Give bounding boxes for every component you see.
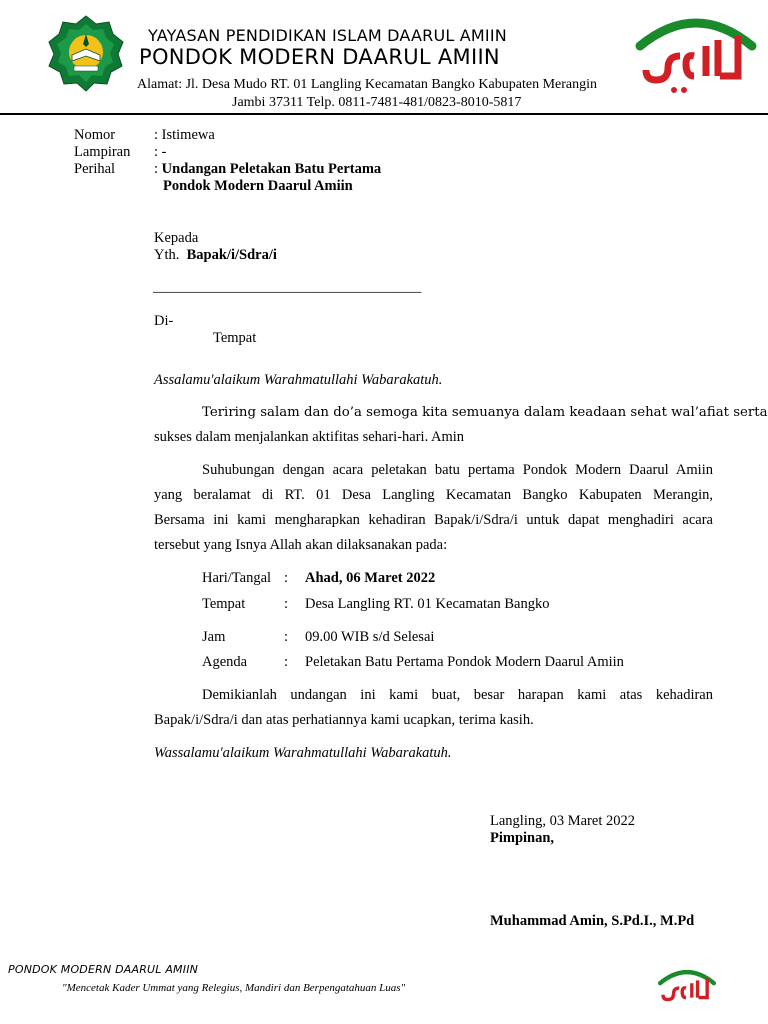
detail-value-agenda: Peletakan Batu Pertama Pondok Modern Daarul Amiin xyxy=(305,654,624,670)
paragraph-2-line-4: tersebut yang Isnya Allah akan dilaksanakan pada: xyxy=(154,537,448,553)
recipient-line xyxy=(154,247,277,264)
recipient-blank-line: _____________________________________ xyxy=(153,279,422,295)
perihal-line-2: Pondok Modern Daarul Amiin xyxy=(163,178,353,194)
detail-value-place: Desa Langling RT. 01 Kecamatan Bangko xyxy=(305,596,550,612)
detail-value-date: Ahad, 06 Maret 2022 xyxy=(305,570,436,586)
paragraph-2-line-2: yang beralamat di RT. 01 Desa Langling Kecamatan Bangko Kabupaten Merangin, xyxy=(154,487,713,503)
signatory-name: Muhammad Amin, S.Pd.I., M.Pd xyxy=(490,913,695,929)
footer-tagline: "Mencetak Kader Ummat yang Relegius, Mandiri dan Berpengatahuan Luas" xyxy=(62,982,406,994)
detail-label-agenda: Agenda xyxy=(202,654,248,670)
lampiran-label: Lampiran xyxy=(74,144,131,160)
footer-brand: PONDOK MODERN DAARUL AMIIN xyxy=(8,963,199,976)
nomor-value: : Istimewa xyxy=(154,127,215,143)
header-divider xyxy=(0,113,768,115)
ministry-emblem-logo xyxy=(47,14,125,92)
perihal-value xyxy=(154,161,381,178)
kepada-label: Kepada xyxy=(154,230,199,246)
detail-label-time: Jam xyxy=(202,629,226,645)
di-label: Di- xyxy=(154,313,174,329)
paragraph-3-line-2: Bapak/i/Sdra/i dan atas perhatiannya kami ucapkan, terima kasih. xyxy=(154,712,534,728)
lampiran-value: : - xyxy=(154,144,167,160)
address-line-1: Alamat: Jl. Desa Mudo RT. 01 Langling Kecamatan Bangko Kabupaten Merangin xyxy=(137,77,598,92)
detail-colon-time: : xyxy=(284,629,289,645)
paragraph-2-line-1: Suhubungan dengan acara peletakan batu pertama Pondok Modern Daarul Amiin xyxy=(202,462,713,478)
greeting: Assalamu'alaikum Warahmatullahi Wabarakatuh. xyxy=(154,372,443,388)
foundation-name: YAYASAN PENDIDIKAN ISLAM DAARUL AMIIN xyxy=(148,26,507,45)
detail-colon-place: : xyxy=(284,596,289,612)
paragraph-1-line-2: sukses dalam menjalankan aktifitas sehari-hari. Amin xyxy=(154,429,465,445)
detail-colon-date: : xyxy=(284,570,289,586)
tempat-label: Tempat xyxy=(213,330,257,346)
closing-greeting: Wassalamu'alaikum Warahmatullahi Wabarakatuh. xyxy=(154,745,452,761)
signatory-title: Pimpinan, xyxy=(490,830,555,846)
school-name: PONDOK MODERN DAARUL AMIIN xyxy=(139,45,500,69)
paragraph-3-line-1: Demikianlah undangan ini kami buat, besar harapan kami atas kehadiran xyxy=(202,687,713,703)
yth-label: Yth. xyxy=(154,247,180,263)
perihal-colon: : xyxy=(154,161,162,177)
darul-amin-calligraphy-logo xyxy=(634,6,758,106)
nomor-label: Nomor xyxy=(74,127,116,143)
detail-colon-agenda: : xyxy=(284,654,289,670)
detail-value-time: 09.00 WIB s/d Selesai xyxy=(305,629,435,645)
detail-label-date: Hari/Tangal xyxy=(202,570,272,586)
address-line-2: Jambi 37311 Telp. 0811-7481-481/0823-8010-5817 xyxy=(232,95,522,110)
recipient-name: Bapak/i/Sdra/i xyxy=(186,247,277,263)
paragraph-2-line-3: Bersama ini kami mengharapkan kehadiran Bapak/i/Sdra/i untuk dapat menghadiri acara xyxy=(154,512,713,528)
perihal-line-1: Undangan Peletakan Batu Pertama xyxy=(161,161,382,177)
paragraph-1-line-1: Teriring salam dan do’a semoga kita semuanya dalam keadaan sehat wal’afiat serta xyxy=(202,405,768,420)
perihal-label: Perihal xyxy=(74,161,116,177)
place-date: Langling, 03 Maret 2022 xyxy=(490,813,635,829)
darul-amin-footer-logo xyxy=(626,964,748,1012)
detail-label-place: Tempat xyxy=(202,596,246,612)
